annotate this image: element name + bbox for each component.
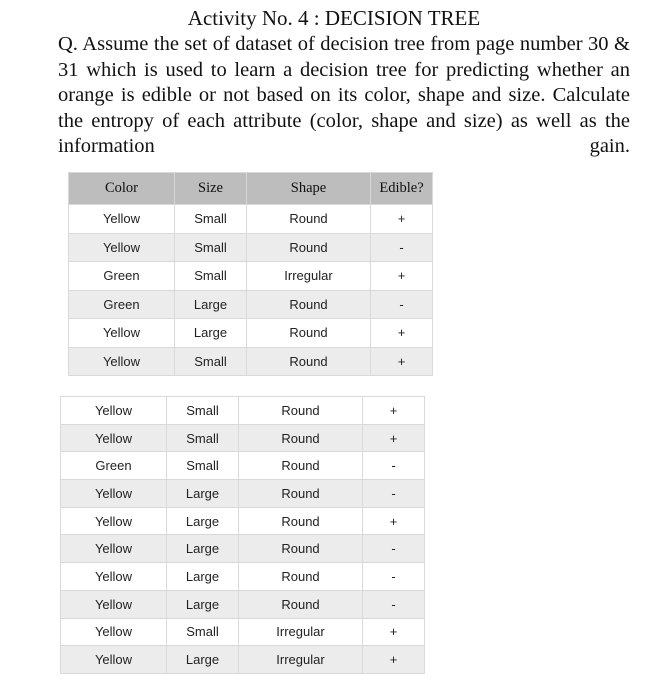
cell-shape: Round [239, 452, 363, 480]
table-row [69, 290, 433, 319]
cell-edible: + [363, 618, 425, 646]
cell-size: Large [167, 590, 239, 618]
table-row [61, 452, 425, 480]
cell-edible: + [371, 205, 433, 234]
header-color: Color [69, 173, 175, 205]
table-row [61, 618, 425, 646]
cell-edible: - [363, 452, 425, 480]
cell-shape: Round [239, 480, 363, 508]
cell-size: Large [175, 319, 247, 348]
cell-color: Yellow [69, 205, 175, 234]
cell-color: Yellow [61, 646, 167, 674]
cell-shape: Irregular [239, 646, 363, 674]
dataset-table-2 [60, 396, 425, 674]
cell-edible: + [371, 319, 433, 348]
dataset-table-1 [68, 172, 433, 376]
table-row [61, 424, 425, 452]
cell-edible: + [363, 646, 425, 674]
table-row [69, 233, 433, 262]
cell-edible: - [363, 535, 425, 563]
table-row [61, 535, 425, 563]
cell-shape: Round [239, 590, 363, 618]
cell-color: Yellow [61, 618, 167, 646]
cell-color: Green [61, 452, 167, 480]
activity-title: Activity No. 4 : DECISION TREE [187, 6, 481, 30]
cell-size: Large [167, 563, 239, 591]
cell-shape: Round [247, 290, 371, 319]
cell-size: Small [167, 424, 239, 452]
cell-shape: Round [247, 347, 371, 376]
table-row [69, 347, 433, 376]
cell-edible: - [363, 590, 425, 618]
cell-size: Large [167, 480, 239, 508]
cell-edible: + [363, 397, 425, 425]
cell-size: Small [175, 262, 247, 291]
cell-shape: Irregular [239, 618, 363, 646]
cell-shape: Round [239, 563, 363, 591]
cell-shape: Round [239, 535, 363, 563]
table-row [61, 397, 425, 425]
cell-size: Large [167, 507, 239, 535]
cell-size: Small [175, 347, 247, 376]
cell-size: Large [167, 646, 239, 674]
table-row [69, 205, 433, 234]
table-row [61, 590, 425, 618]
cell-size: Small [167, 452, 239, 480]
table-header-row [69, 173, 433, 205]
cell-edible: - [363, 563, 425, 591]
cell-color: Green [69, 290, 175, 319]
cell-edible: - [363, 480, 425, 508]
cell-shape: Round [239, 424, 363, 452]
cell-shape: Round [247, 319, 371, 348]
cell-color: Yellow [61, 424, 167, 452]
cell-edible: + [363, 507, 425, 535]
cell-size: Large [175, 290, 247, 319]
cell-edible: - [371, 233, 433, 262]
table-row [61, 646, 425, 674]
cell-edible: - [371, 290, 433, 319]
table-row [61, 563, 425, 591]
cell-color: Yellow [61, 480, 167, 508]
cell-shape: Round [239, 397, 363, 425]
cell-shape: Round [239, 507, 363, 535]
cell-size: Small [167, 397, 239, 425]
cell-color: Yellow [69, 347, 175, 376]
cell-edible: + [371, 262, 433, 291]
question-text: Q. Assume the set of dataset of decision tree from page number 30 & 31 which is used to learn a decision tree for predicting whether an orange is edible or not based on its color, shape and size. Calculate the entropy of each attribute (color, shape and size) as well as the information gain. [58, 33, 630, 157]
cell-size: Large [167, 535, 239, 563]
cell-size: Small [175, 205, 247, 234]
cell-color: Yellow [69, 319, 175, 348]
cell-shape: Round [247, 233, 371, 262]
cell-size: Small [175, 233, 247, 262]
table-row [69, 319, 433, 348]
cell-color: Yellow [61, 563, 167, 591]
cell-size: Small [167, 618, 239, 646]
cell-color: Yellow [61, 535, 167, 563]
cell-edible: + [371, 347, 433, 376]
cell-shape: Irregular [247, 262, 371, 291]
header-shape: Shape [247, 173, 371, 205]
cell-shape: Round [247, 205, 371, 234]
header-edible: Edible? [371, 173, 433, 205]
cell-color: Yellow [69, 233, 175, 262]
table-row [61, 507, 425, 535]
cell-color: Green [69, 262, 175, 291]
table-row [69, 262, 433, 291]
header-size: Size [175, 173, 247, 205]
cell-color: Yellow [61, 590, 167, 618]
cell-edible: + [363, 424, 425, 452]
cell-color: Yellow [61, 397, 167, 425]
table-row [61, 480, 425, 508]
cell-color: Yellow [61, 507, 167, 535]
